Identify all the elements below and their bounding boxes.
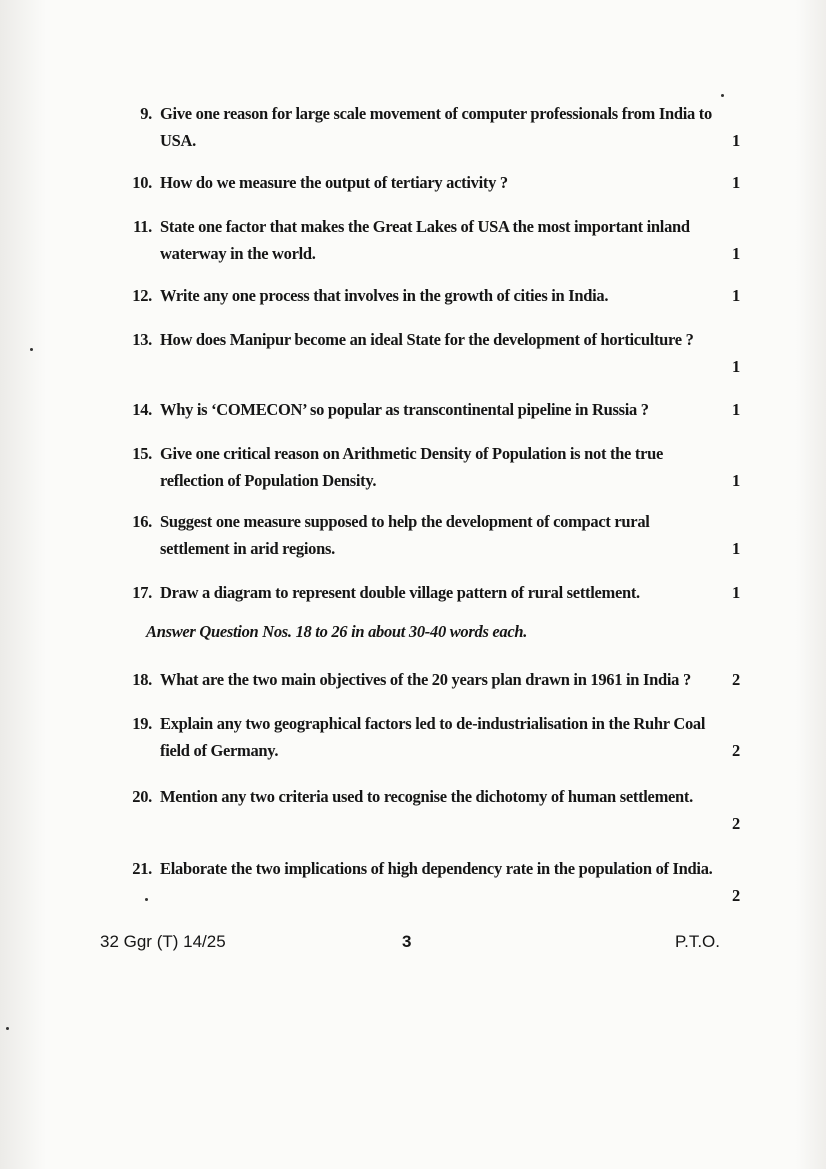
question-number: 10. <box>132 173 152 192</box>
question-number: 15. <box>132 444 152 463</box>
section-instruction: Answer Question Nos. 18 to 26 in about 30-40 words each. <box>146 622 528 641</box>
question-text: Mention any two criteria used to recognise the dichotomy of human settlement. <box>160 787 693 806</box>
question-number: 12. <box>132 286 152 305</box>
question-text: Elaborate the two implications of high dependency rate in the population of India. <box>160 859 713 878</box>
question-number: 13. <box>132 330 152 349</box>
question-number: 14. <box>132 400 152 419</box>
question-9 <box>100 100 740 154</box>
question-marks: 2 <box>732 670 740 689</box>
question-marks: 1 <box>732 131 740 150</box>
scan-shadow-right <box>796 0 826 1169</box>
question-text: State one factor that makes the Great Lakes of USA the most important inland waterway in the world. <box>160 217 690 263</box>
question-10 <box>100 169 740 196</box>
question-marks: 1 <box>732 357 740 376</box>
question-marks: 2 <box>732 886 740 905</box>
question-text: How do we measure the output of tertiary activity ? <box>160 173 508 192</box>
question-marks: 1 <box>732 173 740 192</box>
question-text: What are the two main objectives of the 20 years plan drawn in 1961 in India ? <box>160 670 691 689</box>
question-12 <box>100 282 740 309</box>
question-number: 9. <box>140 104 152 123</box>
question-text: Why is ‘COMECON’ so popular as transcontinental pipeline in Russia ? <box>160 400 649 419</box>
question-marks: 1 <box>732 400 740 419</box>
question-20 <box>100 783 740 837</box>
question-marks: 2 <box>732 814 740 833</box>
question-15 <box>100 440 740 494</box>
question-text: Explain any two geographical factors led to de-industrialisation in the Ruhr Coal field of Germany. <box>160 714 706 760</box>
question-number: 16. <box>132 512 152 531</box>
page-footer <box>100 932 720 960</box>
paper-code: 32 Ggr (T) 14/25 <box>100 932 226 951</box>
question-text: How does Manipur become an ideal State for the development of horticulture ? <box>160 330 694 349</box>
question-marks: 1 <box>732 539 740 558</box>
question-13 <box>100 326 740 380</box>
question-text: Give one critical reason on Arithmetic Density of Population is not the true reflection of Population Density. <box>160 444 664 490</box>
scan-speck <box>6 1027 9 1030</box>
question-marks: 1 <box>732 583 740 602</box>
question-18 <box>100 666 740 693</box>
question-number: 21. <box>132 859 152 878</box>
scan-shadow-left <box>0 0 46 1169</box>
question-21 <box>100 855 740 909</box>
pto-label: P.T.O. <box>674 932 720 951</box>
question-marks: 1 <box>732 286 740 305</box>
question-14 <box>100 396 740 423</box>
question-17 <box>100 579 740 606</box>
scan-speck <box>30 348 33 351</box>
question-text: Draw a diagram to represent double village pattern of rural settlement. <box>160 583 640 602</box>
question-text: Suggest one measure supposed to help the development of compact rural settlement in arid regions. <box>160 512 650 558</box>
question-text: Write any one process that involves in the growth of cities in India. <box>160 286 609 305</box>
scan-speck <box>721 94 724 97</box>
question-number: 11. <box>133 217 152 236</box>
question-11 <box>100 213 740 267</box>
question-16 <box>100 508 740 562</box>
question-number: 17. <box>132 583 152 602</box>
question-marks: 1 <box>732 471 740 490</box>
question-marks: 2 <box>732 741 740 760</box>
question-number: 19. <box>132 714 152 733</box>
question-number: 20. <box>132 787 152 806</box>
question-text: Give one reason for large scale movement of computer professionals from India to USA. <box>160 104 712 150</box>
question-19 <box>100 710 740 764</box>
question-number: 18. <box>132 670 152 689</box>
page-number: 3 <box>402 932 412 951</box>
question-marks: 1 <box>732 244 740 263</box>
